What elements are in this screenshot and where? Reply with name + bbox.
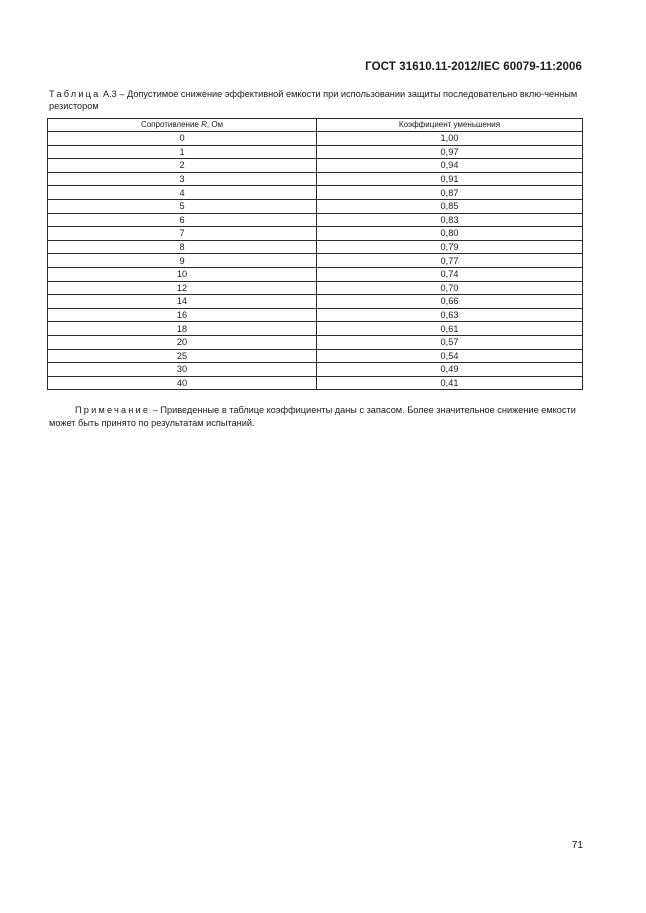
table-caption [49,88,584,112]
coefficient-cell: 0,79 [317,240,583,254]
resistance-cell: 0 [48,132,317,146]
resistance-cell: 1 [48,145,317,159]
table-row [48,159,583,173]
table-note [49,404,584,430]
resistance-cell: 7 [48,227,317,241]
table-row [48,376,583,390]
coefficient-cell: 0,83 [317,213,583,227]
resistance-header-suffix: , Ом [206,120,224,129]
resistance-cell: 25 [48,349,317,363]
table-row [48,363,583,377]
resistance-cell: 18 [48,322,317,336]
table-body [48,132,583,390]
table-row [48,213,583,227]
coefficient-cell: 0,70 [317,281,583,295]
coefficient-cell: 0,87 [317,186,583,200]
coefficient-cell: 0,91 [317,172,583,186]
coefficient-cell: 0,80 [317,227,583,241]
document-code: ГОСТ 31610.11-2012/IEC 60079-11:2006 [365,61,582,73]
resistance-cell: 14 [48,295,317,309]
page-number: 71 [571,840,583,851]
table-caption-text: А.3 – Допустимое снижение эффективной емкости при использовании защиты последовательно вклю-ченным резистором [49,89,578,111]
resistance-symbol: R [201,120,207,129]
reduction-coefficient-table [47,118,583,390]
table-row [48,172,583,186]
resistance-cell: 9 [48,254,317,268]
table-caption-label: Таблица [49,89,101,99]
table-header-row [48,119,583,132]
coefficient-cell: 0,94 [317,159,583,173]
resistance-cell: 6 [48,213,317,227]
coefficient-cell: 0,49 [317,363,583,377]
note-text: – Приведенные в таблице коэффициенты даны с запасом. Более значительное снижение емкости может быть принято по результатам испытаний. [49,405,576,428]
coefficient-cell: 0,54 [317,349,583,363]
resistance-cell: 2 [48,159,317,173]
table-row [48,322,583,336]
resistance-header-prefix: Сопротивление [140,120,202,129]
coefficient-cell: 0,97 [317,145,583,159]
resistance-column-header [48,119,317,132]
coefficient-column-header: Коэффициент уменьшения [317,119,583,132]
coefficient-cell: 0,63 [317,308,583,322]
note-label: Примечание [75,405,151,415]
table-row [48,240,583,254]
resistance-cell: 40 [48,376,317,390]
table-row [48,281,583,295]
resistance-cell: 5 [48,199,317,213]
resistance-cell: 4 [48,186,317,200]
table-row [48,349,583,363]
table-row [48,186,583,200]
table-row [48,145,583,159]
coefficient-cell: 1,00 [317,132,583,146]
table-row [48,199,583,213]
coefficient-cell: 0,85 [317,199,583,213]
resistance-cell: 10 [48,267,317,281]
resistance-cell: 30 [48,363,317,377]
coefficient-cell: 0,77 [317,254,583,268]
resistance-cell: 3 [48,172,317,186]
coefficient-cell: 0,74 [317,267,583,281]
table-row [48,132,583,146]
resistance-cell: 16 [48,308,317,322]
coefficient-cell: 0,66 [317,295,583,309]
table-row [48,227,583,241]
table-row [48,335,583,349]
resistance-cell: 8 [48,240,317,254]
table-row [48,254,583,268]
table-row [48,295,583,309]
coefficient-cell: 0,41 [317,376,583,390]
table-row [48,308,583,322]
resistance-cell: 12 [48,281,317,295]
coefficient-cell: 0,57 [317,335,583,349]
resistance-cell: 20 [48,335,317,349]
table-row [48,267,583,281]
coefficient-cell: 0,61 [317,322,583,336]
